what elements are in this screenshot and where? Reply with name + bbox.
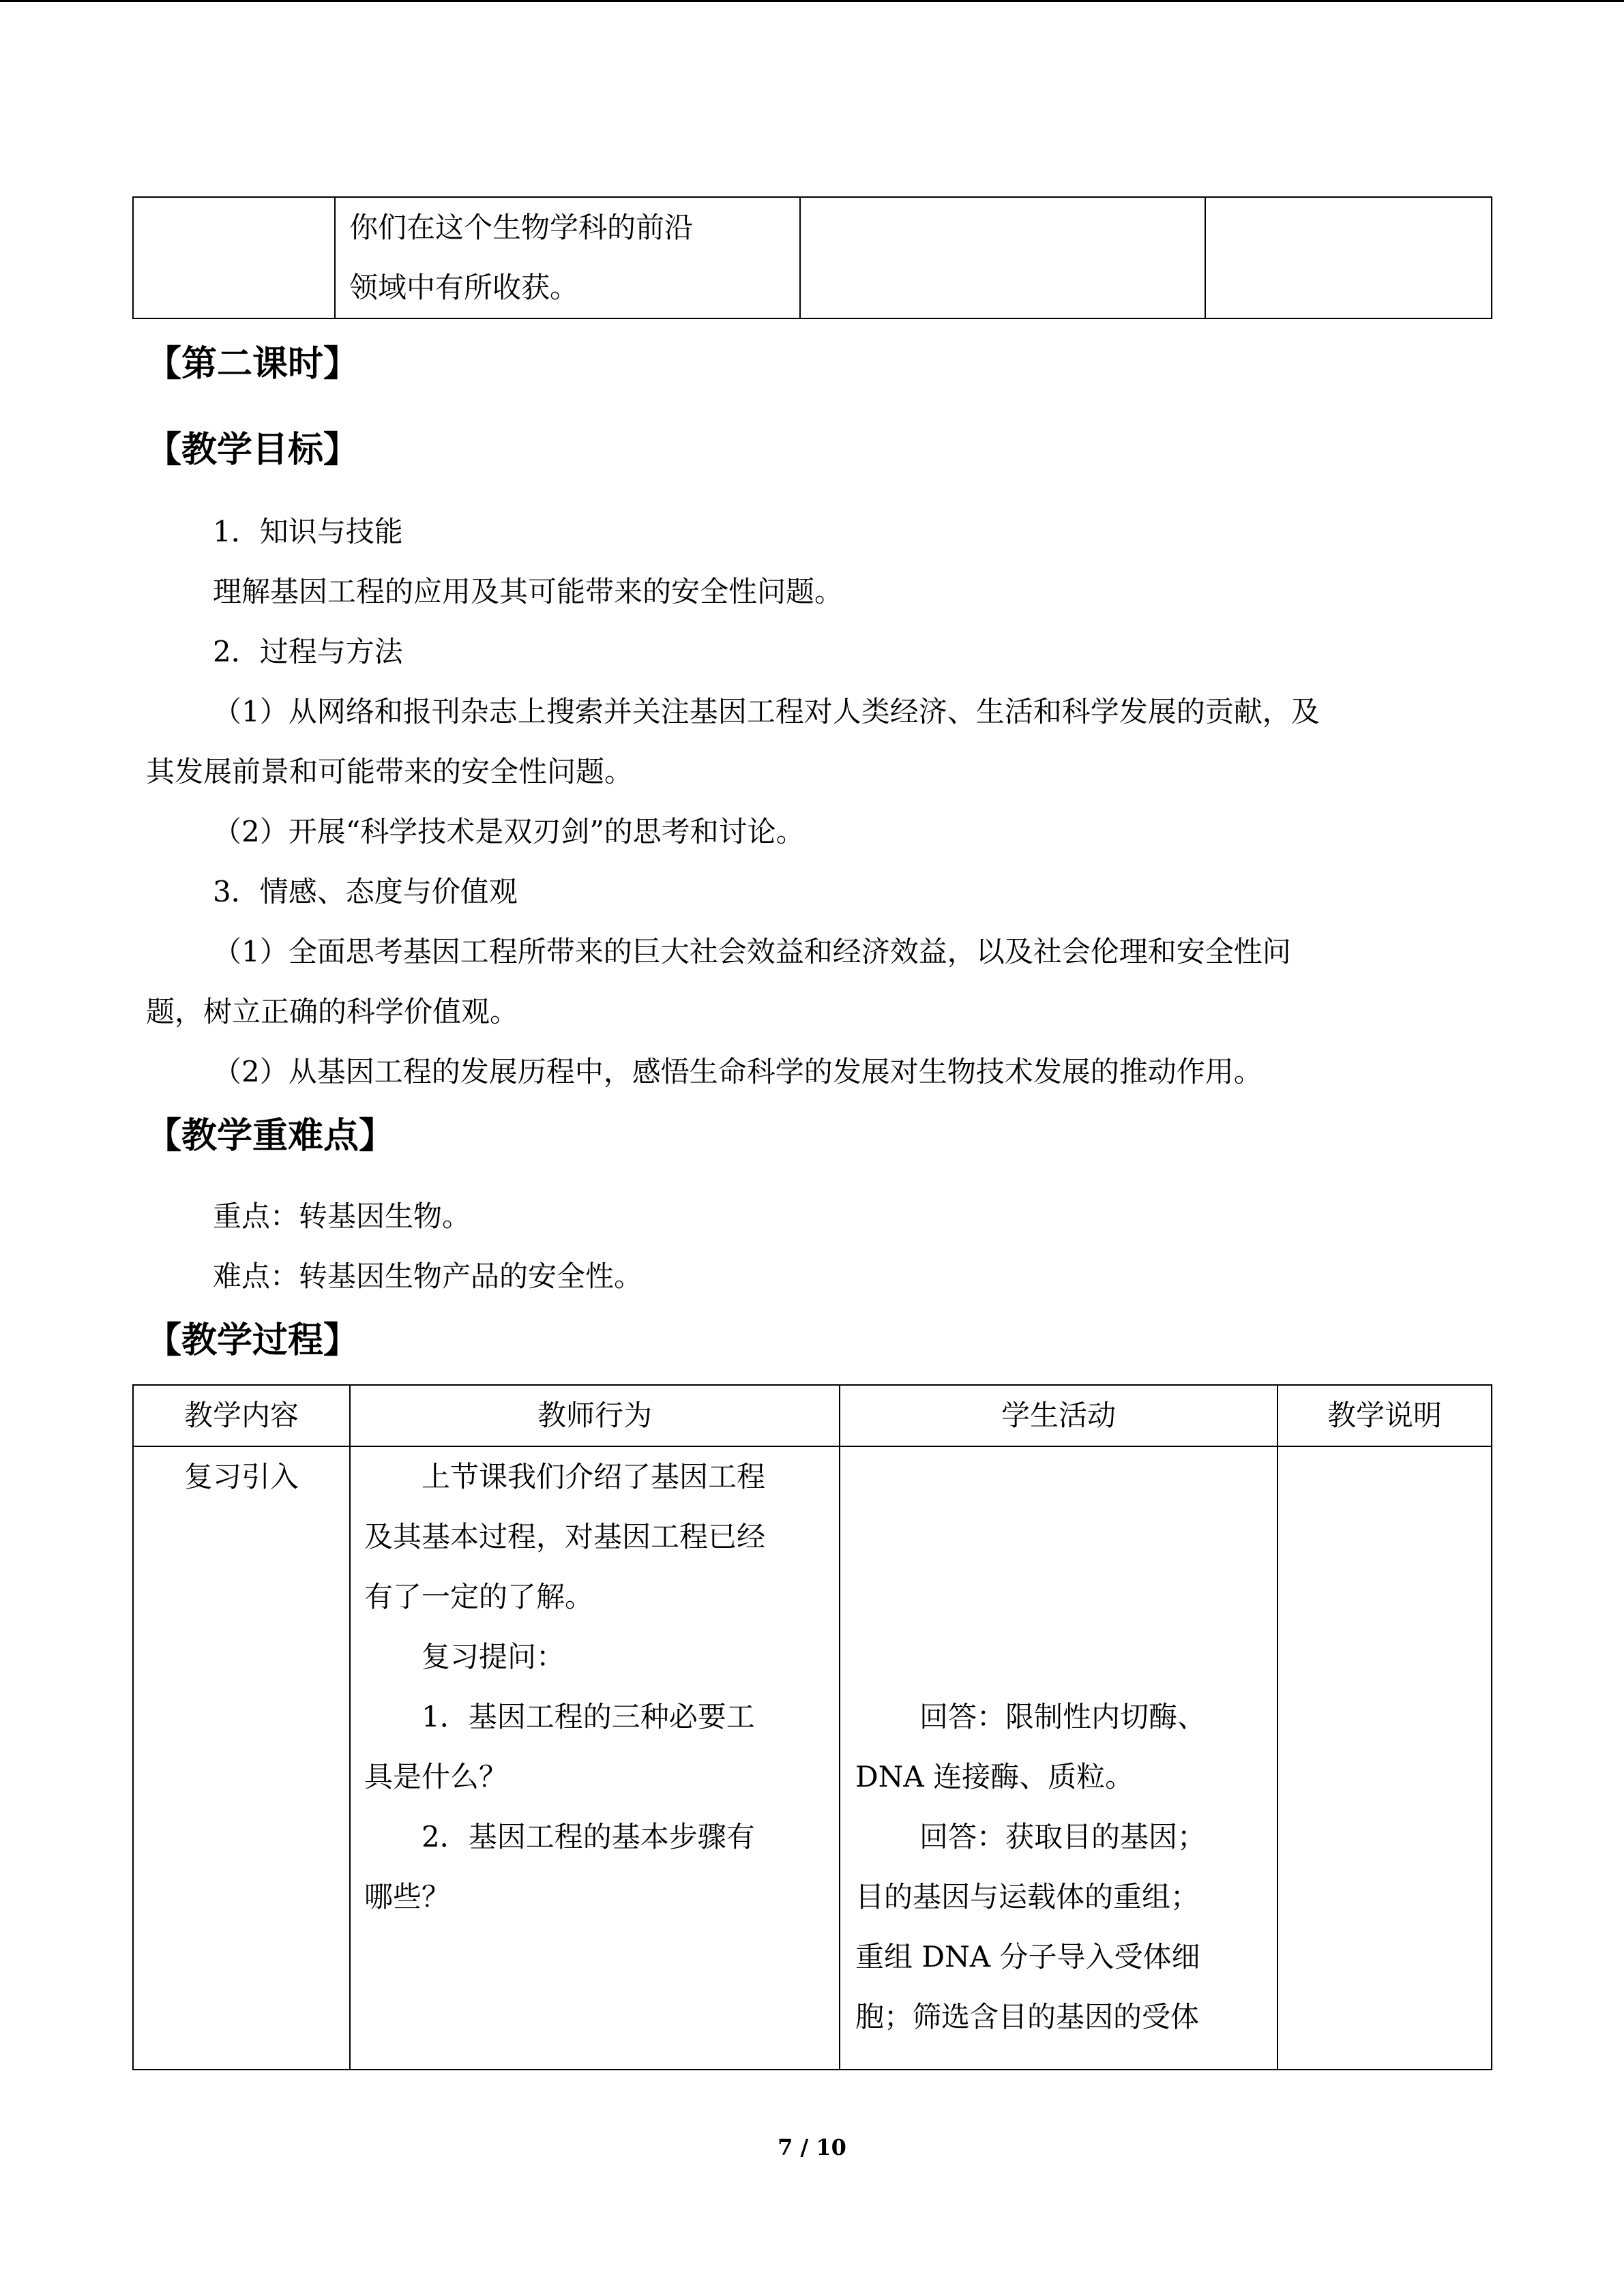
teacher-line-7: 2．基因工程的基本步骤有 [422, 1820, 755, 1853]
objective-2-title: 2．过程与方法 [213, 635, 403, 668]
row1-content: 复习引入 [183, 1460, 299, 1493]
teacher-line-5: 1．基因工程的三种必要工 [422, 1700, 755, 1733]
continuation-cell-1 [133, 197, 335, 318]
row1-notes-cell [1278, 1446, 1492, 2070]
objective-3-p2: （2）从基因工程的发展历程中，感悟生命科学的发展对生物技术发展的推动作用。 [213, 1055, 1263, 1088]
section-process-heading: 【教学过程】 [146, 1320, 359, 1361]
teacher-line-6: 具是什么？ [364, 1760, 508, 1793]
continuation-cell-3 [800, 197, 1205, 318]
objective-2-p1-line2: 其发展前景和可能带来的安全性问题。 [146, 755, 634, 788]
objective-2-p2: （2）开展“科学技术是双刃剑”的思考和讨论。 [213, 815, 805, 848]
header-student: 学生活动 [840, 1385, 1278, 1446]
student-line-4: 目的基因与运载体的重组； [855, 1880, 1200, 1913]
continuation-cell-2 [335, 197, 800, 318]
keypoint-focus: 重点：转基因生物。 [213, 1199, 471, 1233]
objective-1-title: 1．知识与技能 [213, 515, 403, 548]
continuation-cell-4 [1205, 197, 1492, 318]
objective-3-p1-line2: 题，树立正确的科学价值观。 [146, 995, 519, 1028]
row1-teacher-cell [350, 1446, 840, 2070]
teacher-line-3: 有了一定的了解。 [364, 1580, 594, 1613]
continuation-table [132, 196, 1492, 319]
objective-1-text: 理解基因工程的应用及其可能带来的安全性问题。 [213, 575, 844, 608]
student-line-2: DNA 连接酶、质粒。 [855, 1760, 1134, 1793]
objective-3-p1-line1: （1）全面思考基因工程所带来的巨大社会效益和经济效益，以及社会伦理和安全性问 [213, 935, 1291, 968]
teacher-line-4: 复习提问： [422, 1640, 565, 1673]
objective-2-p1-line1: （1）从网络和报刊杂志上搜索并关注基因工程对人类经济、生活和科学发展的贡献，及 [213, 695, 1320, 728]
teacher-line-1: 上节课我们介绍了基因工程 [422, 1460, 766, 1493]
header-content: 教学内容 [133, 1385, 350, 1446]
page-top-rule [0, 0, 1624, 2]
student-line-3: 回答：获取目的基因； [919, 1820, 1207, 1853]
row1-content-cell [133, 1446, 350, 2070]
continuation-line-2: 领域中有所收获。 [349, 271, 579, 304]
page-number: 7 / 10 [778, 2134, 846, 2160]
header-notes: 教学说明 [1278, 1385, 1492, 1446]
teacher-line-8: 哪些？ [364, 1880, 451, 1913]
process-table [132, 1384, 1492, 2070]
table-row [133, 1446, 1492, 2070]
section-objectives-heading: 【教学目标】 [146, 429, 359, 471]
student-line-5: 重组 DNA 分子导入受体细 [855, 1940, 1200, 1973]
row1-student-cell [840, 1446, 1278, 2070]
student-line-1: 回答：限制性内切酶、 [919, 1700, 1207, 1733]
process-table-header-row [133, 1385, 1492, 1446]
section-lesson2-heading: 【第二课时】 [146, 343, 359, 385]
objective-3-title: 3．情感、态度与价值观 [213, 875, 518, 908]
student-line-6: 胞；筛选含目的基因的受体 [855, 2000, 1200, 2033]
keypoint-difficulty: 难点：转基因生物产品的安全性。 [213, 1259, 643, 1293]
continuation-line-1: 你们在这个生物学科的前沿 [349, 211, 694, 244]
header-teacher: 教师行为 [350, 1385, 840, 1446]
teacher-line-2: 及其基本过程，对基因工程已经 [364, 1520, 766, 1553]
section-keypoints-heading: 【教学重难点】 [146, 1115, 395, 1157]
